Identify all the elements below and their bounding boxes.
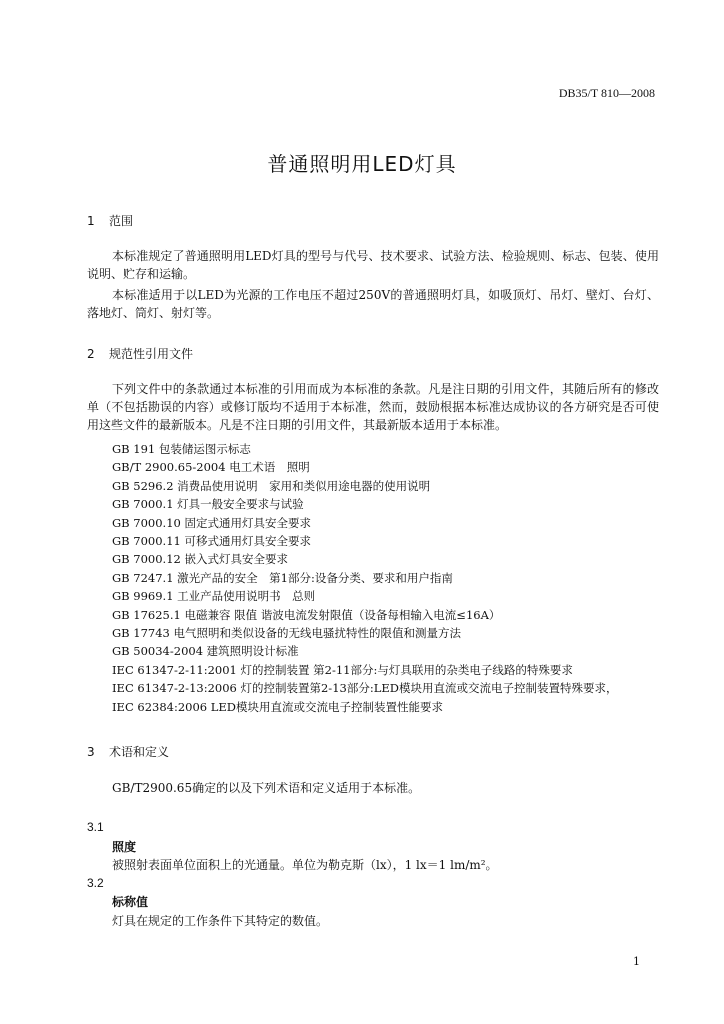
- section-number: 1: [87, 214, 95, 228]
- terms-intro: GB/T2900.65确定的以及下列术语和定义适用于本标准。: [112, 781, 421, 795]
- reference-item: GB 17625.1 电磁兼容 限值 谐波电流发射限值（设备每相输入电流≤16A）: [112, 607, 501, 622]
- reference-item: GB 5296.2 消费品使用说明 家用和类似用途电器的使用说明: [112, 478, 431, 493]
- reference-item: GB 17743 电气照明和类似设备的无线电骚扰特性的限值和测量方法: [112, 626, 462, 641]
- reference-item: GB 7000.1 灯具一般安全要求与试验: [112, 497, 304, 512]
- term-name: 照度: [112, 840, 137, 854]
- section-1-heading: [87, 212, 133, 229]
- standard-code: DB35/T 810—2008: [558, 86, 655, 100]
- section-title: 规范性引用文件: [109, 347, 194, 361]
- reference-item: IEC 61347-2-13:2006 灯的控制装置第2-13部分:LED模块用直流或交流电子控制装置特殊要求，: [112, 681, 618, 696]
- reference-list: [112, 440, 617, 716]
- section-3-heading: [87, 743, 169, 760]
- reference-item: GB 7000.10 固定式通用灯具安全要求: [112, 515, 312, 530]
- scope-paragraph-2: 本标准适用于以LED为光源的工作电压不超过250V的普通照明灯具，如吸顶灯、吊灯、壁灯、台灯、落地灯、筒灯、射灯等。: [87, 288, 659, 320]
- scope-paragraph-1: 本标准规定了普通照明用LED灯具的型号与代号、技术要求、试验方法、检验规则、标志、包装、使用说明、贮存和运输。: [87, 249, 659, 281]
- reference-item: IEC 62384:2006 LED模块用直流或交流电子控制装置性能要求: [112, 699, 444, 714]
- section-2-heading: [87, 345, 193, 362]
- reference-item: GB 7000.11 可移式通用灯具安全要求: [112, 534, 312, 549]
- term-number: 3.2: [87, 876, 104, 890]
- term-number: 3.1: [87, 820, 104, 834]
- section-number: 2: [87, 347, 95, 361]
- reference-item: GB 7247.1 激光产品的安全 第1部分:设备分类、要求和用户指南: [112, 570, 453, 585]
- section-title: 范围: [109, 214, 134, 228]
- reference-item: GB 50034-2004 建筑照明设计标准: [112, 644, 299, 659]
- section-number: 3: [87, 745, 95, 759]
- page-number: 1: [633, 955, 640, 968]
- section-title: 术语和定义: [109, 745, 170, 759]
- reference-item: GB 9969.1 工业产品使用说明书 总则: [112, 589, 316, 604]
- document-title: 普通照明用LED灯具: [267, 152, 457, 176]
- term-name: 标称值: [112, 895, 149, 909]
- term-definition: 被照射表面单位面积上的光通量。单位为勒克斯（lx），1 lx＝1 lm/m²。: [112, 858, 498, 872]
- reference-item: IEC 61347-2-11:2001 灯的控制装置 第2-11部分:与灯具联用的杂类电子线路的特殊要求: [112, 662, 573, 677]
- reference-item: GB 191 包装储运图示标志: [112, 442, 251, 456]
- reference-item: GB 7000.12 嵌入式灯具安全要求: [112, 552, 289, 567]
- term-definition: 灯具在规定的工作条件下其特定的数值。: [112, 914, 329, 928]
- reference-item: GB/T 2900.65-2004 电工术语 照明: [112, 460, 310, 475]
- references-intro: 下列文件中的条款通过本标准的引用而成为本标准的条款。凡是注日期的引用文件，其随后所有的修改单（不包括勘误的内容）或修订版均不适用于本标准，然而，鼓励根据本标准达成协议的各方研究是否可使用这些文件的最新版本。凡是不注日期的引用文件，其最新版本适用于本标准。: [87, 382, 659, 432]
